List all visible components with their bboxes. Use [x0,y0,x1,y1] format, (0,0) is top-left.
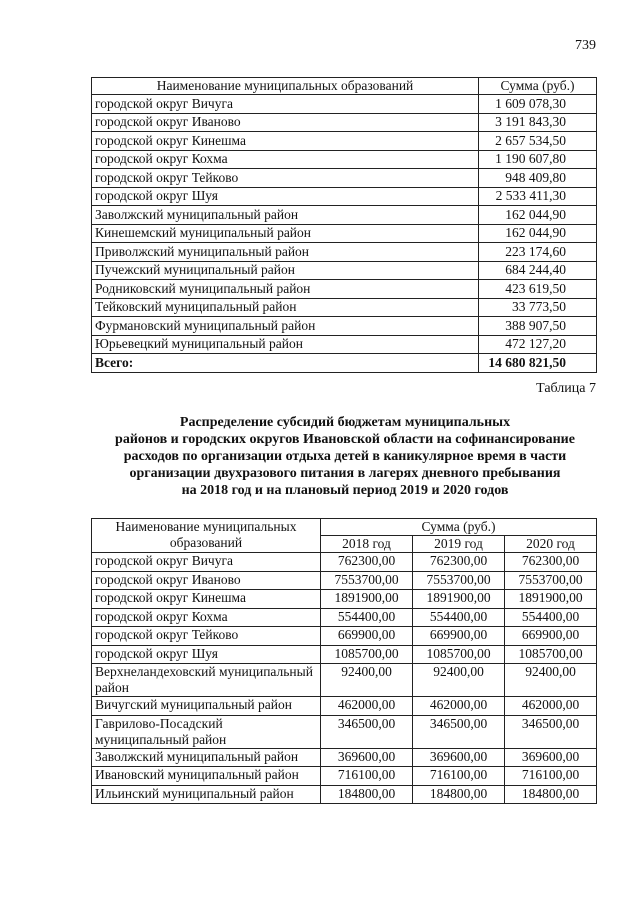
table-row [92,280,597,299]
table-row [92,132,597,151]
municipality-name: Вичугский муниципальный район [92,697,321,716]
subsidy-sum: 1 190 607,80 [479,150,597,169]
subsidy-value-2020: 762300,00 [505,553,597,572]
subsidy-value-2018: 92400,00 [321,664,413,697]
table-row [92,645,597,664]
municipality-name: городской округ Шуя [92,187,479,206]
table-row [92,206,597,225]
subsidy-value-2020: 669900,00 [505,627,597,646]
table-row [92,748,597,767]
subsidy-sum: 162 044,90 [479,224,597,243]
table-row [92,169,597,188]
subsidy-sum: 1 609 078,30 [479,95,597,114]
table-row [92,553,597,572]
subsidy-value-2020: 1891900,00 [505,590,597,609]
subsidy-value-2020: 184800,00 [505,785,597,804]
table-row [92,243,597,262]
municipality-name: Кинешемский муниципальный район [92,224,479,243]
table-row [92,767,597,786]
municipality-name: городской округ Вичуга [92,553,321,572]
subsidy-value-2019: 554400,00 [413,608,505,627]
subsidy-sum: 388 907,50 [479,317,597,336]
municipality-name: Тейковский муниципальный район [92,298,479,317]
table-header-row [92,78,597,95]
subsidy-table-by-year [91,518,597,804]
table-row [92,608,597,627]
municipality-name: Приволжский муниципальный район [92,243,479,262]
subsidy-sum: 948 409,80 [479,169,597,188]
municipality-name: Ильинский муниципальный район [92,785,321,804]
subsidy-value-2020: 462000,00 [505,697,597,716]
subsidy-value-2018: 669900,00 [321,627,413,646]
municipality-name: Заволжский муниципальный район [92,748,321,767]
table-label: Таблица 7 [536,381,596,396]
subsidy-value-2019: 346500,00 [413,715,505,748]
municipality-name: Пучежский муниципальный район [92,261,479,280]
subsidy-value-2018: 7553700,00 [321,571,413,590]
subsidy-value-2020: 92400,00 [505,664,597,697]
total-label: Всего: [92,354,479,373]
table-row [92,95,597,114]
subsidy-sum: 2 533 411,30 [479,187,597,206]
table-row [92,335,597,354]
column-header-name: Наименование муниципальных образований [92,519,321,553]
total-sum: 14 680 821,50 [479,354,597,373]
municipality-name: Верхнеландеховский муниципальный район [92,664,321,697]
municipality-name: городской округ Кинешма [92,590,321,609]
subsidy-value-2019: 369600,00 [413,748,505,767]
table-row [92,590,597,609]
subsidy-value-2018: 346500,00 [321,715,413,748]
table-row [92,317,597,336]
subsidy-sum: 2 657 534,50 [479,132,597,151]
subsidy-value-2020: 716100,00 [505,767,597,786]
municipality-name: городской округ Тейково [92,627,321,646]
subsidy-value-2019: 184800,00 [413,785,505,804]
table-header-row [92,519,597,536]
subsidy-table-summary [91,77,597,373]
column-header-year-2020: 2020 год [505,536,597,553]
total-row [92,354,597,373]
municipality-name: Ивановский муниципальный район [92,767,321,786]
subsidy-sum: 33 773,50 [479,298,597,317]
table-row [92,224,597,243]
municipality-name: городской округ Иваново [92,571,321,590]
municipality-name: городской округ Кохма [92,150,479,169]
subsidy-value-2019: 92400,00 [413,664,505,697]
subsidy-value-2018: 1891900,00 [321,590,413,609]
table-row [92,715,597,748]
subsidy-value-2018: 554400,00 [321,608,413,627]
subsidy-value-2019: 1891900,00 [413,590,505,609]
column-header-sum: Сумма (руб.) [479,78,597,95]
subsidy-sum: 472 127,20 [479,335,597,354]
subsidy-value-2020: 554400,00 [505,608,597,627]
subsidy-value-2018: 184800,00 [321,785,413,804]
subsidy-value-2019: 462000,00 [413,697,505,716]
table-row [92,697,597,716]
subsidy-sum: 223 174,60 [479,243,597,262]
subsidy-value-2019: 7553700,00 [413,571,505,590]
subsidy-value-2019: 1085700,00 [413,645,505,664]
subsidy-value-2018: 1085700,00 [321,645,413,664]
subsidy-sum: 162 044,90 [479,206,597,225]
table-row [92,298,597,317]
municipality-name: городской округ Шуя [92,645,321,664]
table-row [92,571,597,590]
subsidy-value-2019: 669900,00 [413,627,505,646]
table-row [92,187,597,206]
subsidy-value-2020: 1085700,00 [505,645,597,664]
municipality-name: Фурмановский муниципальный район [92,317,479,336]
municipality-name: городской округ Кохма [92,608,321,627]
table-row [92,627,597,646]
municipality-name: Юрьевецкий муниципальный район [92,335,479,354]
table-row [92,261,597,280]
subsidy-value-2020: 346500,00 [505,715,597,748]
column-header-year-2019: 2019 год [413,536,505,553]
page-number: 739 [575,38,596,53]
table-row [92,785,597,804]
municipality-name: городской округ Тейково [92,169,479,188]
column-header-year-2018: 2018 год [321,536,413,553]
subsidy-sum: 684 244,40 [479,261,597,280]
subsidy-value-2019: 762300,00 [413,553,505,572]
municipality-name: Родниковский муниципальный район [92,280,479,299]
column-header-sum: Сумма (руб.) [321,519,597,536]
subsidy-value-2020: 7553700,00 [505,571,597,590]
municipality-name: Заволжский муниципальный район [92,206,479,225]
municipality-name: городской округ Иваново [92,113,479,132]
subsidy-sum: 3 191 843,30 [479,113,597,132]
subsidy-value-2018: 762300,00 [321,553,413,572]
table-caption: Распределение субсидий бюджетам муниципальных районов и городских округов Ивановской области на софинансирование расходов по организации отдыха детей в каникулярное время в части организации двухразового питания в лагерях дневного пребывания на 2018 год и на плановый период 2019 и 2020 годов [115,415,575,498]
subsidy-value-2018: 462000,00 [321,697,413,716]
table-row [92,150,597,169]
subsidy-sum: 423 619,50 [479,280,597,299]
subsidy-value-2020: 369600,00 [505,748,597,767]
subsidy-value-2018: 716100,00 [321,767,413,786]
municipality-name: Гаврилово-Посадский муниципальный район [92,715,321,748]
column-header-name: Наименование муниципальных образований [92,78,479,95]
municipality-name: городской округ Вичуга [92,95,479,114]
table-row [92,113,597,132]
table-row [92,664,597,697]
subsidy-value-2018: 369600,00 [321,748,413,767]
municipality-name: городской округ Кинешма [92,132,479,151]
subsidy-value-2019: 716100,00 [413,767,505,786]
